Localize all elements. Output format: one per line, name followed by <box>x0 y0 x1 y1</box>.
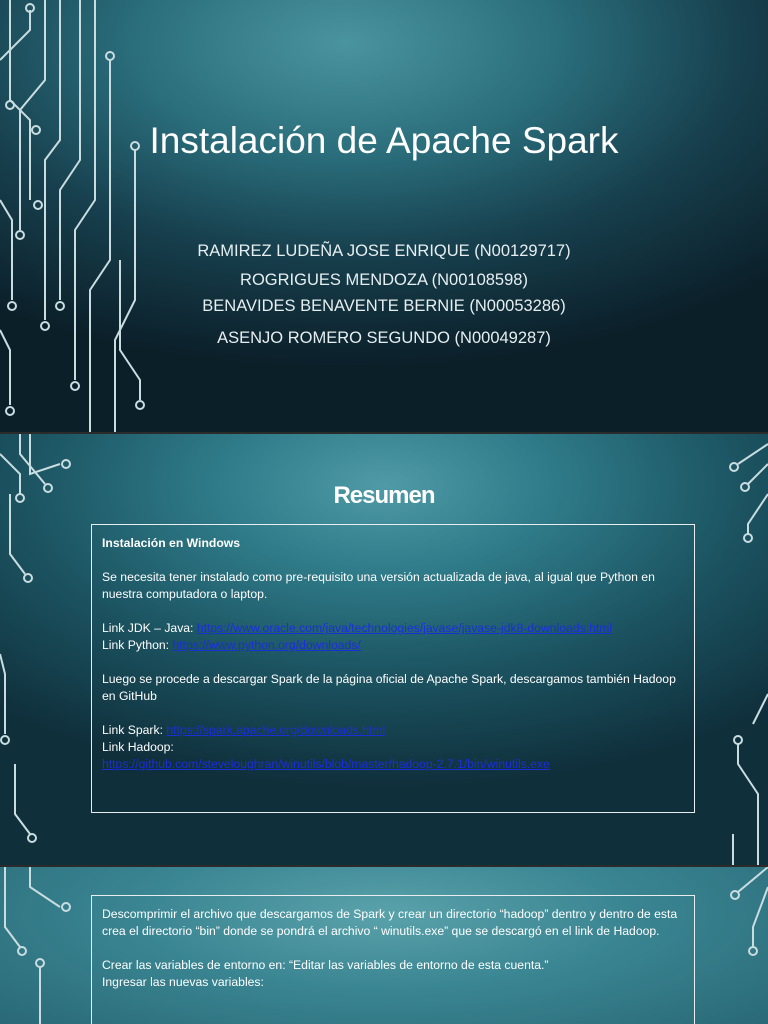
spark-link[interactable]: https://spark.apache.org/downloads.html <box>166 723 386 737</box>
unzip-instructions: Descomprimir el archivo que descargamos de Spark y crear un directorio “hadoop” dentro y dentro de esta crea el directorio “bin” donde se pondrá el archivo “ winutils.exe” que se descargó en el link de Hadoop. <box>102 907 678 938</box>
spark-label: Link Spark: <box>102 723 167 737</box>
circuit-decoration-icon <box>0 0 160 432</box>
steps-slide <box>0 867 768 1024</box>
intro-text: Se necesita tener instalado como pre-requisito una versión actualizada de java, al igual que Python en nuestra computadora o laptop. <box>102 570 655 601</box>
download-text: Luego se procede a descargar Spark de la página oficial de Apache Spark, descargamos también Hadoop en GitHub <box>102 672 676 703</box>
slide-heading: Resumen <box>333 482 435 509</box>
title-slide <box>0 0 768 432</box>
author: RAMIREZ LUDEÑA JOSE ENRIQUE (N00129717) <box>197 242 571 260</box>
hadoop-label: Link Hadoop: <box>102 740 174 754</box>
summary-textbox <box>91 524 695 813</box>
circuit-decoration-icon <box>708 867 768 1024</box>
author: ASENJO ROMERO SEGUNDO (N00049287) <box>217 329 551 347</box>
author: BENAVIDES BENAVENTE BERNIE (N00053286) <box>202 297 566 315</box>
jdk-link[interactable]: https://www.oracle.com/java/technologies/javase/javase-jdk8-downloads.html <box>196 621 613 635</box>
section-subtitle: Instalación en Windows <box>102 536 241 550</box>
steps-textbox <box>91 895 695 1024</box>
slide-title: Instalación de Apache Spark <box>149 120 619 161</box>
python-label: Link Python: <box>102 638 173 652</box>
author: ROGRIGUES MENDOZA (N00108598) <box>240 271 528 289</box>
jdk-label: Link JDK – Java: <box>102 621 197 635</box>
hadoop-link[interactable]: https://github.com/steveloughran/winutils/blob/master/hadoop-2.7.1/bin/winutils.exe <box>102 757 550 771</box>
circuit-decoration-icon <box>0 867 80 1024</box>
summary-slide <box>0 434 768 865</box>
new-vars-instruction: Ingresar las nuevas variables: <box>102 975 264 989</box>
env-vars-instruction: Crear las variables de entorno en: “Editar las variables de entorno de esta cuenta.” <box>102 958 549 972</box>
python-link[interactable]: https://www.python.org/downloads/ <box>172 638 361 652</box>
author-list <box>0 238 768 351</box>
